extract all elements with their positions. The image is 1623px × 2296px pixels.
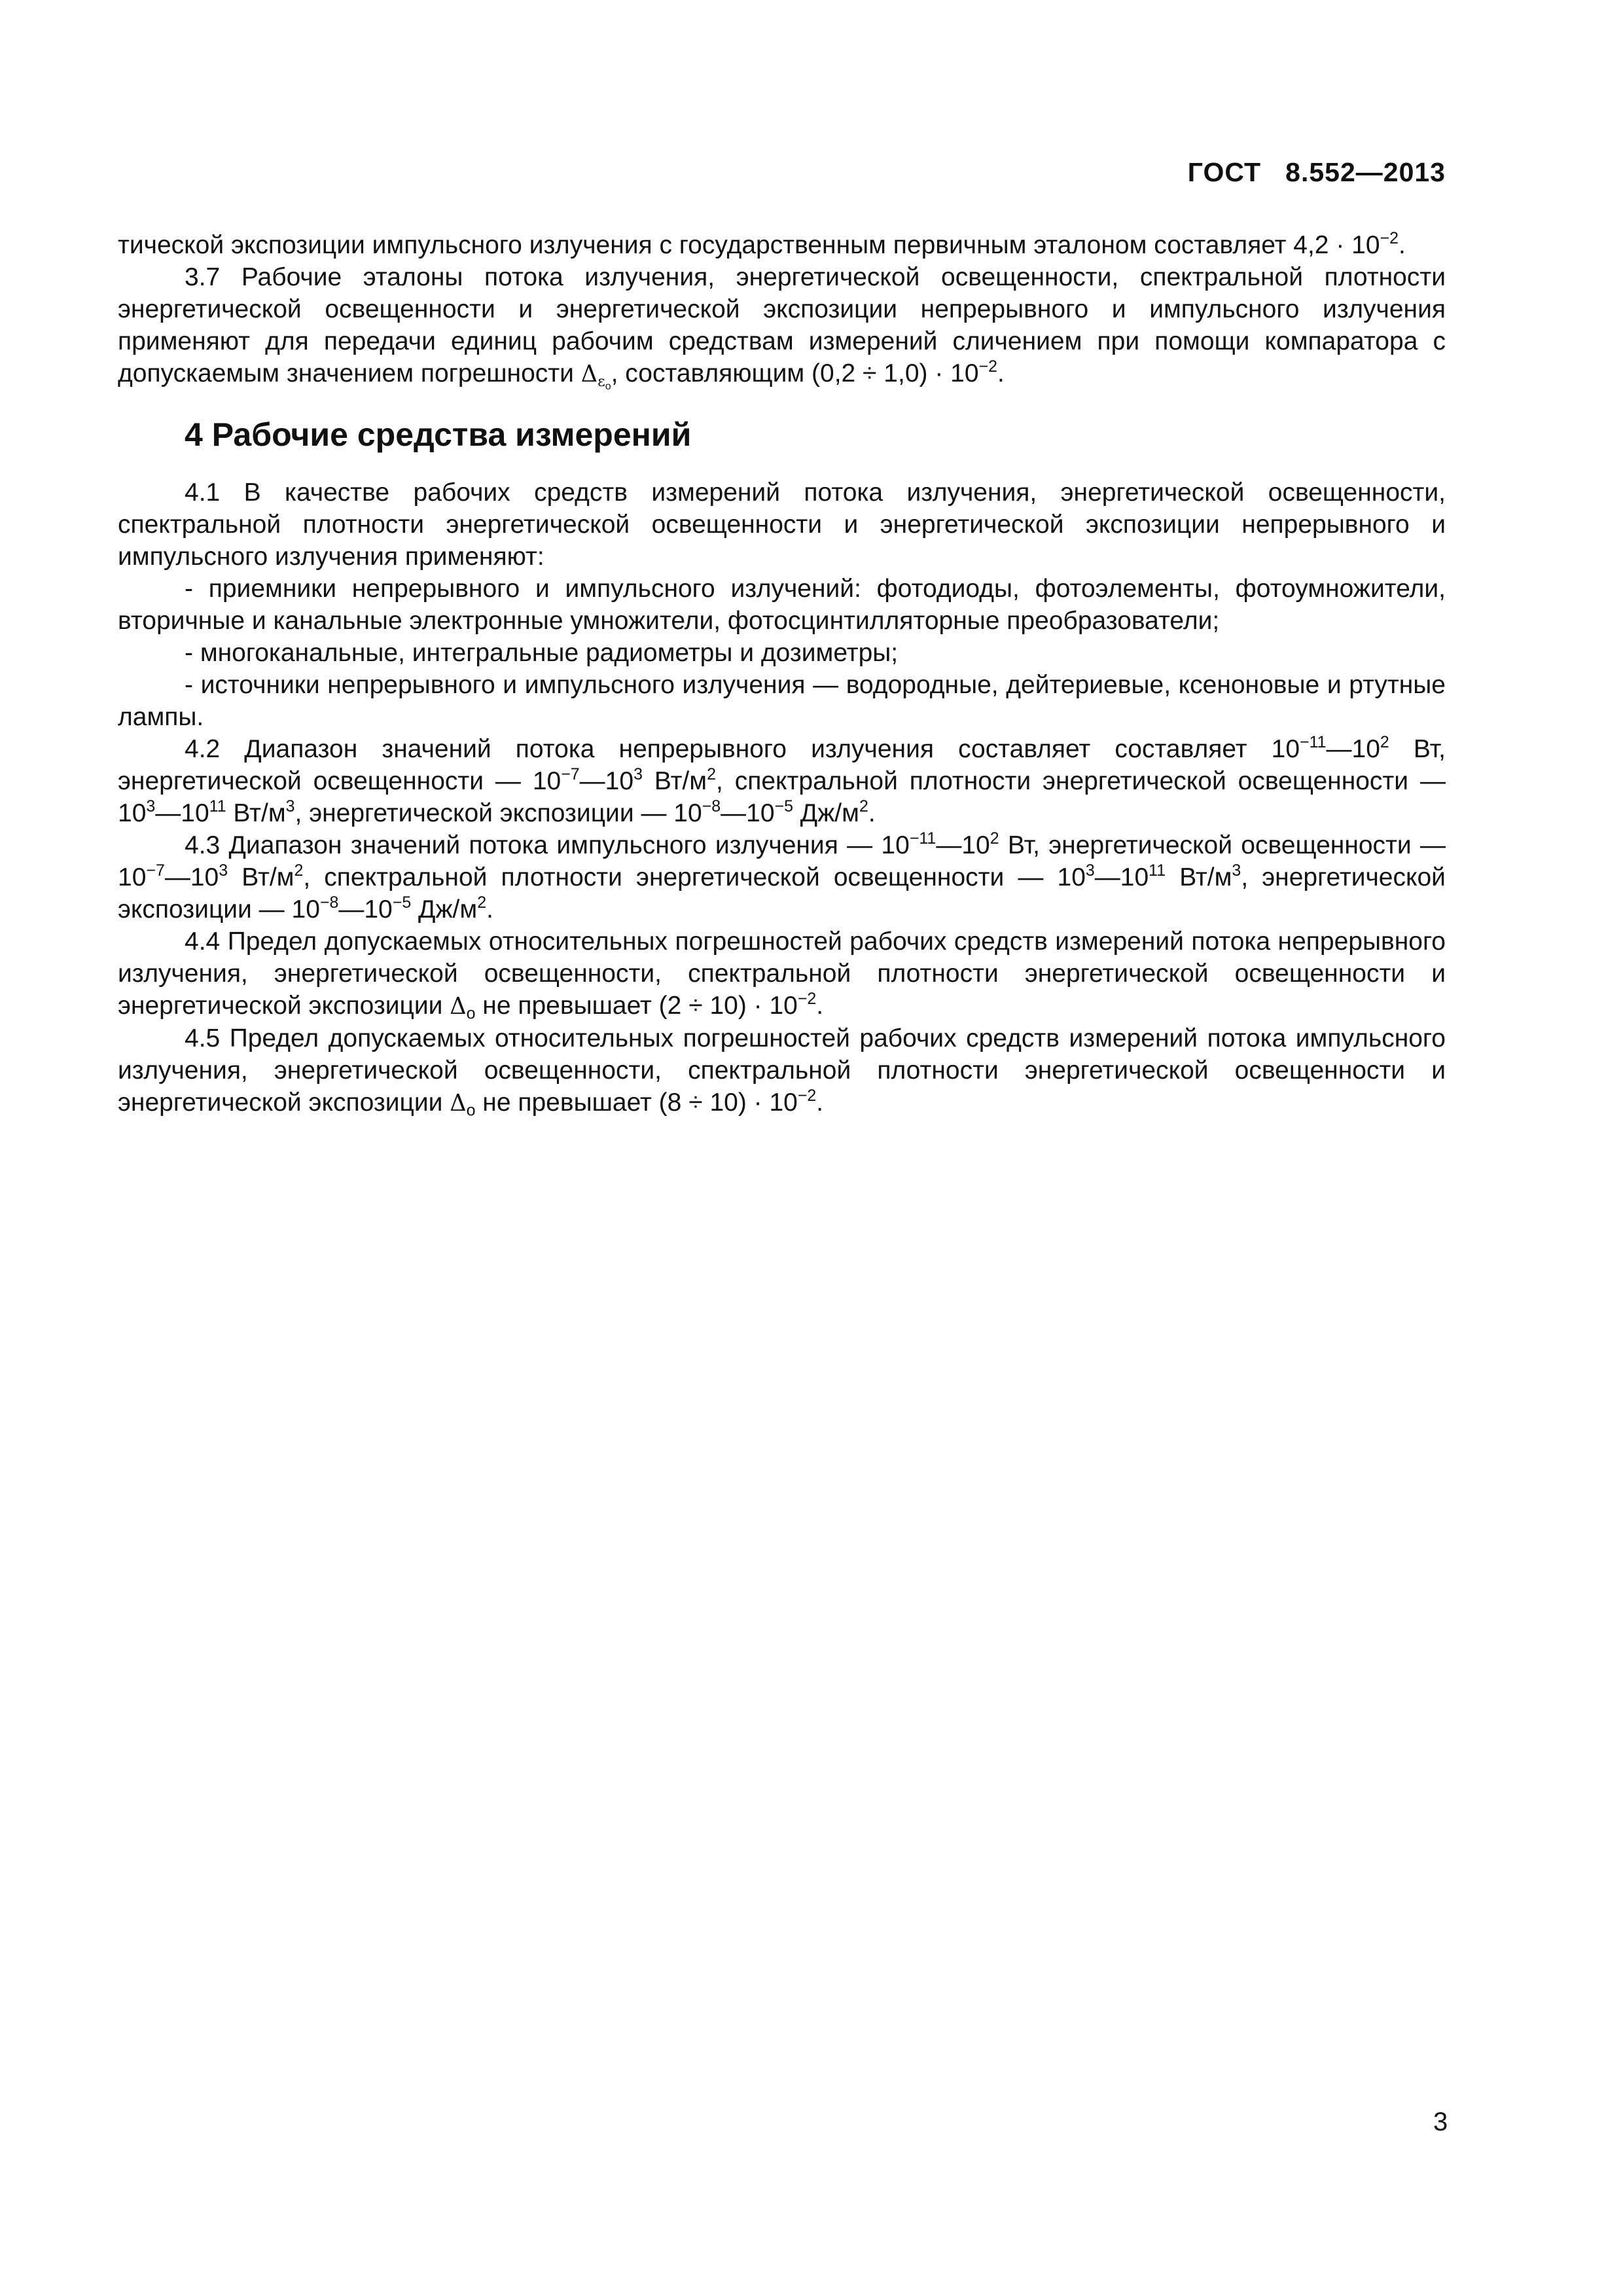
exponent: 11 xyxy=(209,797,226,816)
exponent: −7 xyxy=(146,861,165,880)
text-run: Вт/м xyxy=(226,799,286,827)
text-run: 4.3 Диапазон значений потока импульсного излучения — 10 xyxy=(185,831,910,859)
exponent: 2 xyxy=(1380,733,1389,752)
text-run: Дж/м xyxy=(793,799,859,827)
paragraph-4-2 xyxy=(118,733,1446,829)
text-run: —10 xyxy=(338,895,393,924)
text-run: Дж/м xyxy=(411,895,478,924)
text-run: 4.5 Предел допускаемых относительных погрешностей рабочих средств измерений потока импульсного излучения, энергетической освещенности, спектральной плотности энергетической освещенности и энергетической экспозиции xyxy=(118,1024,1446,1117)
text-run: , энергетической экспозиции — 10 xyxy=(118,863,1446,924)
text-run: , составляющим (0,2 ÷ 1,0) · 10 xyxy=(611,359,979,387)
exponent: −5 xyxy=(774,797,793,816)
exponent: −5 xyxy=(392,893,412,912)
delta-symbol: Δ xyxy=(450,1090,467,1117)
text-run: —10 xyxy=(579,767,634,795)
list-item: - приемники непрерывного и импульсного излучений: фотодиоды, фотоэлементы, фотоумножители, вторичные и канальные электронные умножители, фотосцинтилляторные преобразователи; xyxy=(118,575,1446,635)
text-run: —10 xyxy=(1326,735,1380,763)
exponent: −11 xyxy=(1300,733,1327,752)
exponent: 3 xyxy=(285,797,295,816)
text-run: , спектральной плотности энергетической освещенности — 10 xyxy=(118,767,1446,827)
list-item: - многоканальные, интегральные радиометры и дозиметры; xyxy=(185,639,899,667)
text-run: 4.2 Диапазон значений потока непрерывного излучения составляет составляет 10 xyxy=(185,735,1300,763)
page-number: 3 xyxy=(1433,2108,1448,2136)
exponent: 3 xyxy=(1085,861,1095,880)
exponent: 11 xyxy=(1149,861,1166,880)
exponent: 2 xyxy=(990,829,999,848)
text-run: . xyxy=(816,1088,824,1117)
text-run: Вт, энергетической освещенности — 10 xyxy=(118,735,1446,795)
exponent: −8 xyxy=(702,797,721,816)
paragraph-4-5 xyxy=(118,1022,1446,1119)
text-run: —10 xyxy=(721,799,775,827)
text-run: —10 xyxy=(155,799,209,827)
text-run: —10 xyxy=(1094,863,1149,891)
paragraph-4-3 xyxy=(118,829,1446,925)
exponent: 3 xyxy=(146,797,156,816)
text-run: . xyxy=(486,895,493,924)
text-run: не превышает (8 ÷ 10) · 10 xyxy=(475,1088,798,1117)
subscript: o xyxy=(605,381,611,393)
text-run: Вт/м xyxy=(228,863,294,891)
text-run: Вт, энергетической освещенности — 10 xyxy=(118,831,1446,891)
standard-header: ГОСТ 8.552—2013 xyxy=(1187,157,1446,187)
paragraph-3-7 xyxy=(118,261,1446,393)
document-body xyxy=(118,229,1446,1119)
text-run: , энергетической экспозиции — 10 xyxy=(294,799,702,827)
text-run: тической экспозиции импульсного излучения с государственным первичным эталоном составляет 4,2 · 10 xyxy=(118,231,1380,259)
delta-symbol: Δ xyxy=(450,993,467,1020)
text-run: Вт/м xyxy=(642,767,707,795)
text-run: —10 xyxy=(936,831,990,859)
exponent: 2 xyxy=(477,893,487,912)
text-run: . xyxy=(868,799,876,827)
subscript: o xyxy=(466,1101,476,1120)
subscript xyxy=(597,372,611,393)
exponent: 2 xyxy=(294,861,304,880)
exponent: −2 xyxy=(797,990,817,1009)
subscript: o xyxy=(466,1004,476,1023)
paragraph-continuation xyxy=(118,229,1446,261)
exponent: 3 xyxy=(219,861,228,880)
text-run: . xyxy=(816,992,824,1020)
text-run: . xyxy=(997,359,1005,387)
epsilon-symbol: ε xyxy=(597,373,605,391)
exponent: 2 xyxy=(707,765,716,784)
exponent: 3 xyxy=(1232,861,1241,880)
paragraph-4-4 xyxy=(118,925,1446,1022)
delta-symbol: Δ xyxy=(580,361,598,387)
exponent: −2 xyxy=(1380,229,1399,248)
section-heading-4: 4 Рабочие средства измерений xyxy=(185,416,692,453)
text-run: Вт/м xyxy=(1166,863,1232,891)
text-run: 3.7 Рабочие эталоны потока излучения, энергетической освещенности, спектральной плотности энергетической освещенности и энергетической экспозиции непрерывного и импульсного излучения применяют для передачи единиц рабочим средствам измерений сличением при помощи компаратора с допускаемым значением погрешности xyxy=(118,263,1446,387)
exponent: −2 xyxy=(797,1086,817,1105)
exponent: −2 xyxy=(978,357,997,376)
paragraph-4-1: 4.1 В качестве рабочих средств измерений потока излучения, энергетической освещенности, спектральной плотности энергетической освещенности и энергетической экспозиции непрерывного и импульсного излучения применяют: xyxy=(118,478,1446,571)
text-run: —10 xyxy=(164,863,219,891)
text-run: . xyxy=(1399,231,1406,259)
text-run: , спектральной плотности энергетической освещенности — 10 xyxy=(303,863,1086,891)
list-item: - источники непрерывного и импульсного излучения — водородные, дейтериевые, ксеноновые и ртутные лампы. xyxy=(118,671,1446,731)
exponent: 2 xyxy=(859,797,868,816)
exponent: −11 xyxy=(909,829,936,848)
exponent: −7 xyxy=(561,765,580,784)
exponent: 3 xyxy=(633,765,643,784)
text-run: 4.4 Предел допускаемых относительных погрешностей рабочих средств измерений потока непрерывного излучения, энергетической освещенности, спектральной плотности энергетической освещенности и энергетической экспозиции xyxy=(118,927,1446,1020)
exponent: −8 xyxy=(319,893,339,912)
text-run: не превышает (2 ÷ 10) · 10 xyxy=(475,992,798,1020)
